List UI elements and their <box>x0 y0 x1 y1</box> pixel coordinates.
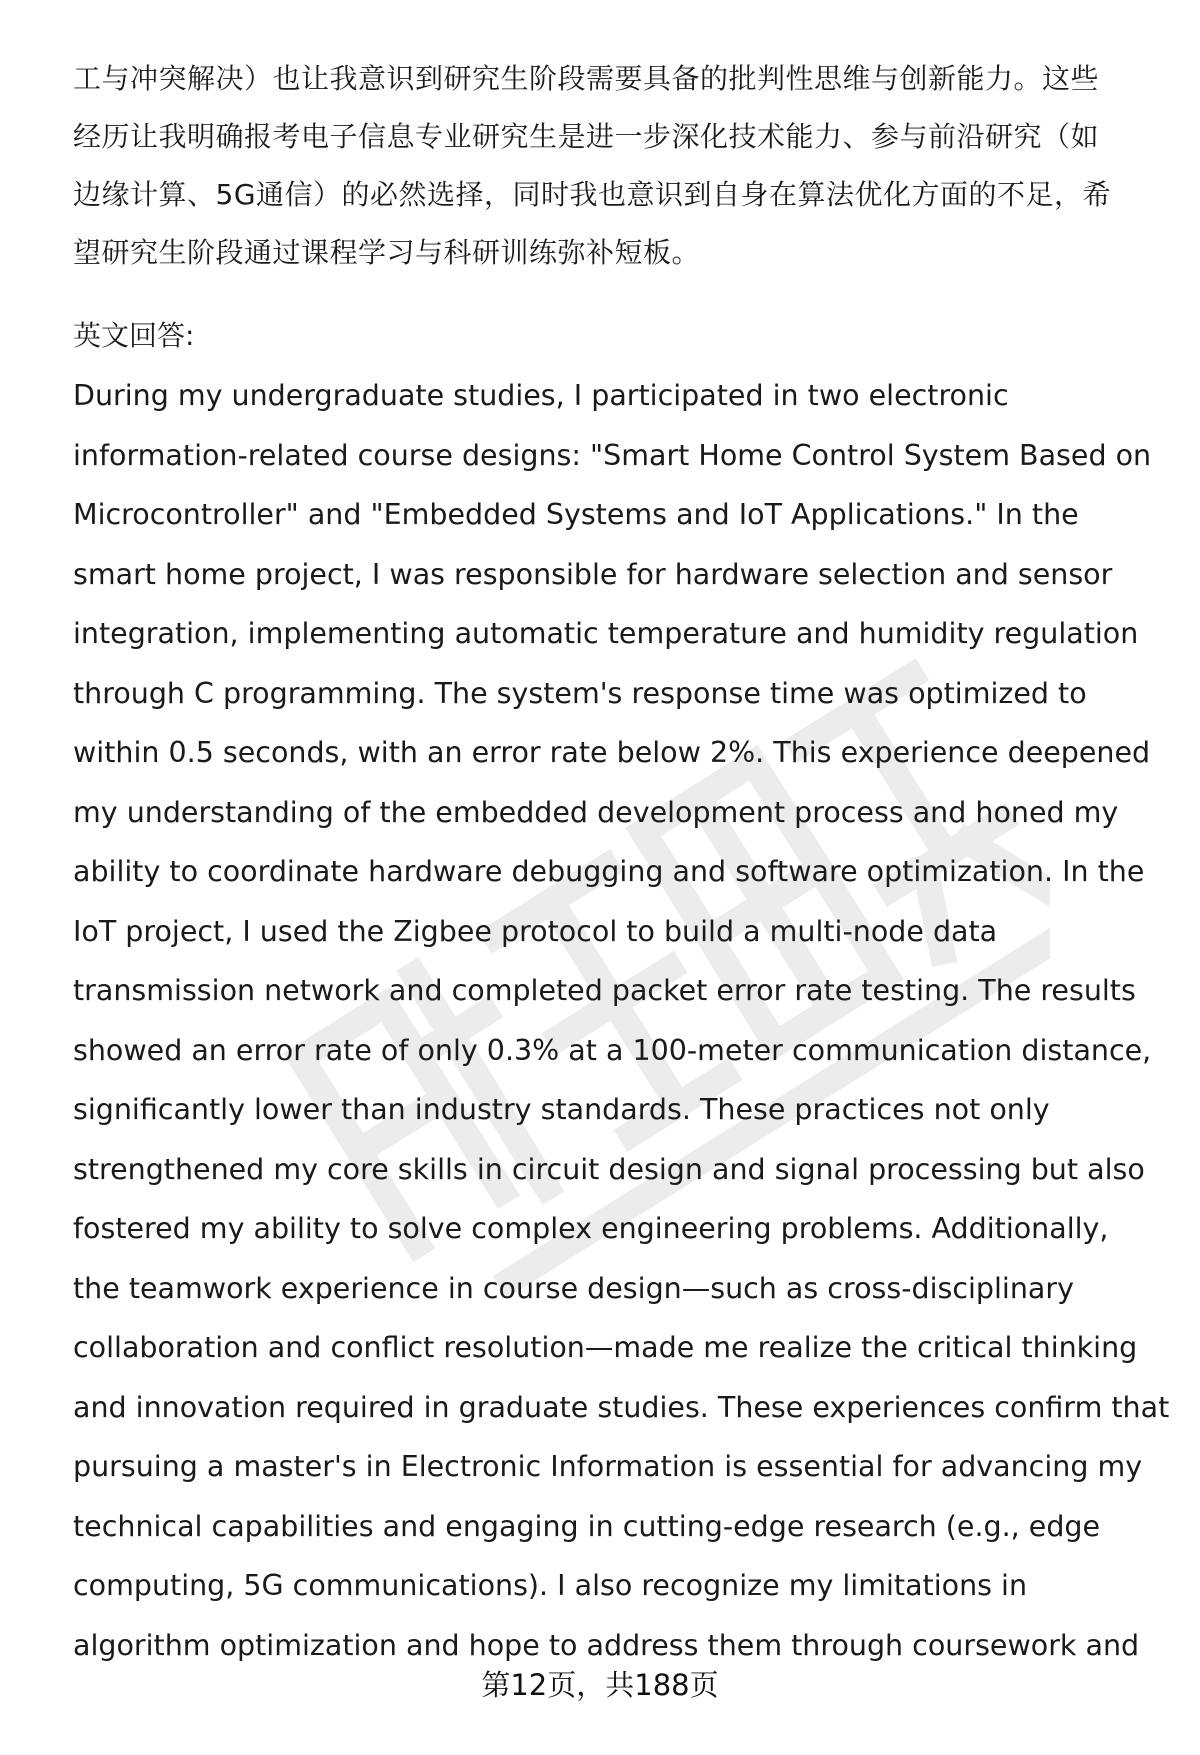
page-number-footer: 第12页，共188页 <box>481 1668 719 1702</box>
english-line: significantly lower than industry standards. These practices not only <box>73 1093 1050 1126</box>
english-line: my understanding of the embedded development process and honed my <box>73 795 1119 829</box>
chinese-line: 工与冲突解决）也让我意识到研究生阶段需要具备的批判性思维与创新能力。这些 <box>73 62 1100 95</box>
english-line: within 0.5 seconds, with an error rate below 2%. This experience deepened <box>73 736 1151 769</box>
english-line: showed an error rate of only 0.3% at a 100-meter communication distance, <box>73 1033 1152 1067</box>
english-line: integration, implementing automatic temperature and humidity regulation <box>73 617 1139 650</box>
english-line: the teamwork experience in course design—such as cross-disciplinary <box>73 1271 1074 1305</box>
english-line: strengthened my core skills in circuit design and signal processing but also <box>73 1152 1145 1186</box>
english-answer-label: 英文回答: <box>73 319 195 352</box>
english-line: technical capabilities and engaging in cutting-edge research (e.g., edge <box>73 1509 1101 1543</box>
chinese-paragraph <box>73 50 1155 282</box>
english-line: computing, 5G communications). I also recognize my limitations in <box>73 1569 1028 1602</box>
chinese-line: 望研究生阶段通过课程学习与科研训练弥补短板。 <box>73 236 701 269</box>
english-line: information-related course designs: "Smart Home Control System Based on <box>73 438 1152 472</box>
chinese-line: 边缘计算、5G通信）的必然选择，同时我也意识到自身在算法优化方面的不足，希 <box>73 178 1112 211</box>
english-line: and innovation required in graduate studies. These experiences confirm that <box>73 1390 1170 1424</box>
page-content <box>73 50 1170 1675</box>
english-line: through C programming. The system's response time was optimized to <box>73 676 1087 710</box>
english-line: ability to coordinate hardware debugging and software optimization. In the <box>73 855 1145 888</box>
english-line: fostered my ability to solve complex engineering problems. Additionally, <box>73 1212 1109 1245</box>
english-line: Microcontroller" and "Embedded Systems and IoT Applications." In the <box>73 498 1079 531</box>
english-line: transmission network and completed packet error rate testing. The results <box>73 974 1136 1007</box>
english-paragraph <box>73 366 1170 1675</box>
english-line: During my undergraduate studies, I participated in two electronic <box>73 379 1009 412</box>
english-line: IoT project, I used the Zigbee protocol to build a multi-node data <box>73 914 998 948</box>
chinese-line: 经历让我明确报考电子信息专业研究生是进一步深化技术能力、参与前沿研究（如 <box>73 120 1100 153</box>
english-line: algorithm optimization and hope to address them through coursework and <box>73 1628 1140 1662</box>
english-line: smart home project, I was responsible for hardware selection and sensor <box>73 557 1113 591</box>
english-line: pursuing a master's in Electronic Information is essential for advancing my <box>73 1450 1143 1483</box>
english-line: collaboration and conflict resolution—made me realize the critical thinking <box>73 1331 1138 1364</box>
